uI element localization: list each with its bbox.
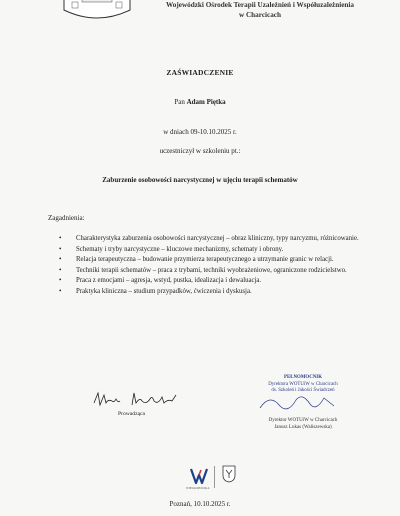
- instructor-label: Prowadząca: [118, 411, 146, 417]
- training-dates: w dniach 09-10.10.2025 r.: [163, 128, 237, 136]
- list-item: • Relacja terapeutyczna – budowanie przymierza terapeutycznego a utrzymanie granic w relacji.: [59, 255, 334, 264]
- participation-text: uczestniczył w szkoleniu pt.:: [159, 147, 241, 155]
- crest-icon: [222, 465, 236, 483]
- director-signature: [250, 388, 350, 418]
- divider: [214, 466, 215, 488]
- course-title: Zaburzenie osobowości narcystycznej w ujęciu terapii schematów: [102, 176, 298, 184]
- stamp-lower-line2: Janusz Lukas (Waliszewska): [274, 424, 332, 430]
- topics-list: [48, 234, 376, 298]
- list-item: • Schematy i tryby narcystyczne – kluczowe mechanizmy, schematy i obrony.: [59, 244, 284, 253]
- recipient-prefix: Pan: [174, 98, 185, 106]
- director-stamp: [248, 418, 358, 431]
- organization-name: [150, 0, 370, 20]
- recipient: [0, 98, 400, 106]
- document-title: ZAŚWIADCZENIE: [166, 68, 234, 77]
- list-item: • Praca z emocjami – agresja, wstyd, pustka, idealizacja i dewaluacja.: [59, 276, 262, 285]
- logo-caption: WIELKOPOLSKA: [186, 486, 210, 490]
- stamp-line3: ds. Szkoleń i Jakości Świadczeń: [271, 388, 335, 394]
- bullet-icon: •: [59, 255, 62, 264]
- instructor-signature: [92, 389, 182, 411]
- bullet-icon: •: [59, 244, 62, 253]
- topics-heading: Zagadnienia:: [48, 214, 85, 222]
- svg-text:CHARCICE: [87, 0, 108, 1]
- bullet-icon: •: [59, 286, 62, 295]
- institution-logo: [62, 0, 132, 20]
- stamp-line1: PEŁNOMOCNIK: [283, 375, 323, 380]
- stamp-lower-line1: Dyrektor WOTUiW w Charcicach: [268, 418, 338, 423]
- wielkopolska-logo-icon: [189, 466, 209, 486]
- recipient-name: Adam Piętka: [186, 98, 226, 106]
- bullet-icon: •: [59, 265, 62, 274]
- stamp-line2: Dyrektora WOTUiW w Charcicach: [268, 381, 338, 387]
- bullet-icon: •: [59, 276, 62, 285]
- list-item: • Charakterystyka zaburzenia osobowości narcystycznej – obraz kliniczny, typy narcyzmu, różnicowanie.: [59, 234, 359, 242]
- list-item: • Praktyka kliniczna – studium przypadków, ćwiczenia i dyskusja.: [59, 286, 252, 295]
- organization-line2: w Charcicach: [239, 11, 281, 19]
- bullet-icon: •: [59, 234, 62, 242]
- organization-line1: Wojewódzki Ośrodek Terapii Uzależnień i Współuzależnienia: [165, 1, 355, 9]
- list-item: • Techniki terapii schematów – praca z trybami, techniki wyobrażeniowe, ograniczone rodzicielstwo.: [59, 265, 347, 274]
- place-and-date: Poznań, 10.10.2025 r.: [169, 500, 231, 508]
